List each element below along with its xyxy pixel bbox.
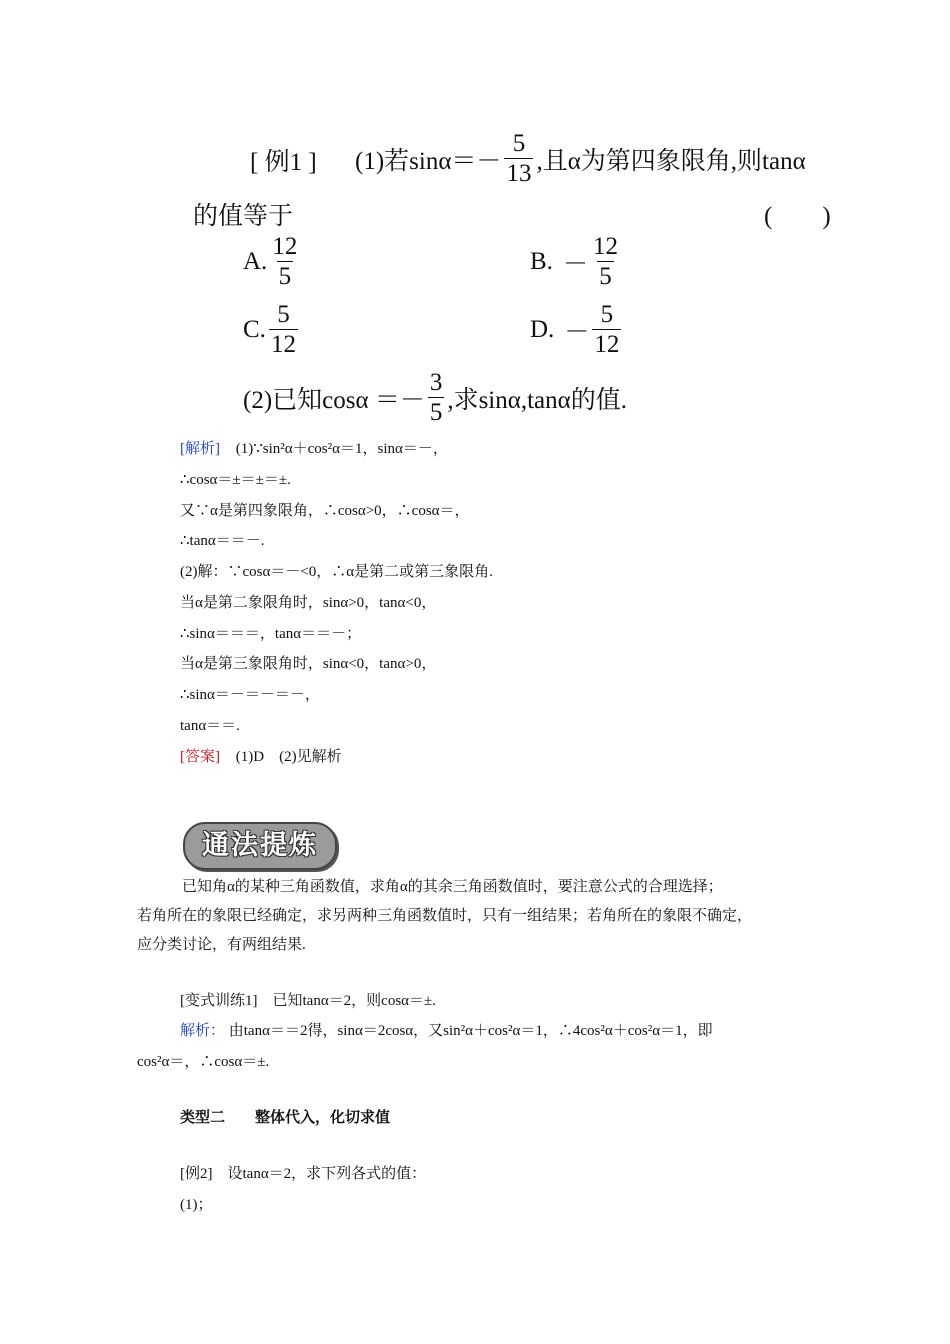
option-d [530, 302, 624, 357]
example1-part1-suffix: ,且α为第四象限角,则tanα [536, 147, 806, 175]
option-d-letter: D. [530, 315, 555, 343]
option-d-den: 12 [594, 331, 620, 358]
option-a-num: 12 [272, 233, 298, 260]
variant-analysis-line-1 [180, 1019, 713, 1040]
option-b [530, 234, 623, 289]
example2-item-1: (1)； [180, 1197, 213, 1213]
option-d-sign: － [564, 318, 590, 346]
example1-part2-num: 3 [429, 369, 443, 396]
example1-frac-den: 13 [506, 160, 532, 187]
option-b-letter: B. [530, 247, 553, 275]
method-line-3: 应分类讨论，有两组结果. [137, 937, 306, 953]
variant-analysis-text-1: 由tanα＝＝2得，sinα＝2cosα，又sin²α＋cos²α＝1，∴4cos²α＋cos²α＝1，即 [228, 1023, 713, 1039]
type2-heading: 类型二 整体代入，化切求值 [180, 1110, 391, 1126]
solution-text-1: (1)∵sin²α＋cos²α＝1，sinα＝－， [235, 441, 448, 457]
method-line-1: 已知角α的某种三角函数值，求角α的其余三角函数值时，要注意公式的合理选择； [182, 879, 723, 895]
option-a-den: 5 [278, 263, 292, 290]
answer-tag: [答案] [180, 749, 220, 765]
option-a-letter: A. [243, 247, 268, 275]
example1-part2-den: 5 [429, 399, 443, 426]
method-badge [183, 822, 337, 870]
solution-tag: [解析] [180, 441, 220, 457]
option-c-letter: C. [243, 315, 266, 343]
option-d-num: 5 [600, 301, 614, 328]
option-a [243, 234, 302, 289]
solution-line-5: (2)解：∵cosα＝－<0，∴α是第二或第三象限角. [180, 564, 493, 580]
example1-part1 [355, 131, 806, 186]
option-b-den: 5 [599, 263, 612, 290]
option-b-sign: － [562, 250, 588, 278]
answer-text: (1)D (2)见解析 [235, 749, 342, 765]
example1-frac-num: 5 [512, 130, 526, 157]
variant-analysis-tag: 解析： [180, 1023, 226, 1039]
variant-title: [变式训练1] 已知tanα＝2，则cosα＝±. [180, 993, 437, 1009]
solution-line-2: ∴cosα＝±＝±＝±. [180, 472, 291, 488]
option-c-den: 12 [270, 331, 296, 358]
example1-part1-prefix: (1)若sinα＝－ [355, 147, 502, 175]
example1-fraction [504, 131, 533, 186]
solution-line-4: ∴tanα＝＝－. [180, 533, 265, 549]
example1-label: [ 例1 ] [250, 149, 317, 176]
solution-line-9: ∴sinα＝－＝－＝－， [180, 687, 320, 703]
method-badge-label: 通法提炼 [202, 830, 318, 861]
solution-line-10: tanα＝＝. [180, 718, 240, 734]
solution-line-8: 当α是第三象限角时，sinα<0，tanα>0， [180, 656, 437, 672]
example1-line2: 的值等于 [193, 203, 294, 230]
method-line-2: 若角所在的象限已经确定，求另两种三角函数值时，只有一组结果；若角所在的象限不确定， [137, 908, 753, 924]
example2-title: [例2] 设tanα＝2，求下列各式的值： [180, 1166, 427, 1182]
variant-analysis-line-2: cos²α＝，∴cosα＝±. [137, 1054, 270, 1070]
solution-line-7: ∴sinα＝＝＝，tanα＝＝－； [180, 626, 362, 642]
option-c-num: 5 [277, 301, 290, 328]
answer-line [180, 745, 342, 766]
example1-part2-prefix: (2)已知cosα ＝－ [243, 386, 425, 414]
example1-paren: ( ) [764, 203, 831, 230]
option-c [243, 302, 301, 357]
solution-line-6: 当α是第二象限角时，sinα>0，tanα<0， [180, 595, 437, 611]
example1-part2 [243, 370, 627, 425]
example1-part2-suffix: ,求sinα,tanα的值. [447, 386, 627, 414]
solution-line-3: 又∵α是第四象限角，∴cosα>0，∴cosα＝， [180, 503, 470, 519]
option-b-num: 12 [592, 233, 618, 260]
solution-line-1 [180, 437, 448, 458]
